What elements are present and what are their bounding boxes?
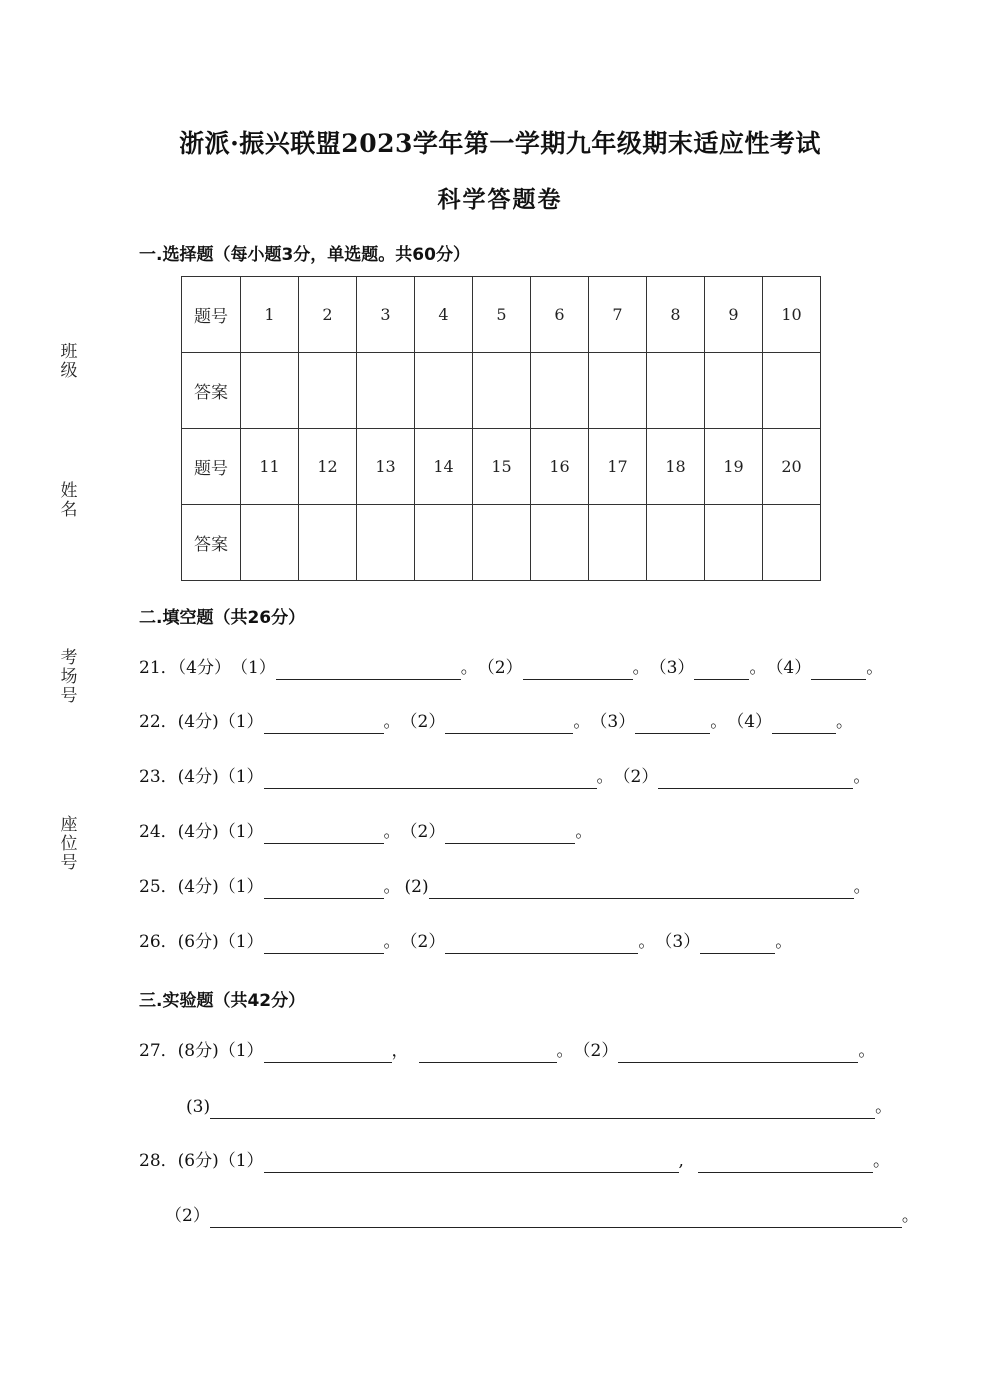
question-number: 22．(4分) — [139, 712, 219, 732]
question-25 — [139, 875, 871, 899]
answer-cell[interactable] — [647, 505, 705, 581]
answer-cell[interactable] — [647, 353, 705, 429]
answer-cell[interactable] — [531, 505, 589, 581]
answer-blank[interactable] — [445, 715, 573, 734]
answer-cell[interactable] — [241, 353, 299, 429]
answer-blank[interactable] — [772, 715, 836, 734]
question-number: 28．(6分) — [139, 1151, 219, 1171]
period: 。 — [638, 932, 656, 952]
period: 。 — [901, 1206, 919, 1226]
answer-cell[interactable] — [705, 505, 763, 581]
part-label: （4） — [727, 712, 773, 732]
answer-sheet-subtitle: 科学答题卷 — [437, 186, 563, 213]
answer-cell[interactable] — [473, 353, 531, 429]
question-28-part-2 — [165, 1204, 919, 1228]
answer-blank[interactable] — [523, 661, 633, 680]
period: 。 — [836, 712, 854, 732]
question-number-header: 题号 — [182, 277, 241, 353]
question-number: 24．(4分) — [139, 822, 219, 842]
table-row — [182, 429, 821, 505]
question-number: 20 — [763, 429, 821, 505]
period: 。 — [383, 932, 401, 952]
part-label: （2） — [400, 712, 446, 732]
period: 。 — [853, 877, 871, 897]
answer-blank[interactable] — [694, 661, 749, 680]
answer-cell[interactable] — [763, 505, 821, 581]
answer-blank[interactable] — [276, 661, 461, 680]
answer-blank[interactable] — [445, 825, 575, 844]
question-number: 25．(4分) — [139, 877, 219, 897]
answer-header: 答案 — [182, 353, 241, 429]
part-label: （2） — [477, 658, 523, 678]
answer-blank[interactable] — [264, 1154, 679, 1173]
period: 。 — [556, 1041, 574, 1061]
part-label: （1） — [230, 658, 276, 678]
comma: , — [678, 1151, 684, 1171]
answer-cell[interactable] — [589, 353, 647, 429]
period: 。 — [853, 767, 871, 787]
choice-answer-table — [181, 276, 821, 581]
class-label: 班级 — [60, 342, 78, 381]
question-24 — [139, 820, 592, 844]
answer-blank[interactable] — [264, 770, 597, 789]
part-label: （1） — [218, 767, 264, 787]
answer-header: 答案 — [182, 505, 241, 581]
part-label: （1） — [218, 822, 264, 842]
question-21 — [139, 656, 883, 680]
question-number: 26．(6分) — [139, 932, 219, 952]
question-number: 6 — [531, 277, 589, 353]
part-label: （2） — [400, 822, 446, 842]
answer-cell[interactable] — [357, 353, 415, 429]
part-label: （4） — [766, 658, 812, 678]
part-label: (2) — [404, 877, 429, 897]
name-label: 姓名 — [60, 481, 78, 520]
answer-blank[interactable] — [419, 1044, 557, 1063]
seat-label: 座位号 — [60, 815, 78, 873]
section-fill-heading: 二.填空题（共26分） — [139, 608, 306, 628]
question-number: 2 — [299, 277, 357, 353]
part-label: （2） — [400, 932, 446, 952]
answer-cell[interactable] — [473, 505, 531, 581]
part-label: （2） — [165, 1206, 210, 1226]
answer-blank[interactable] — [264, 1044, 392, 1063]
answer-cell[interactable] — [705, 353, 763, 429]
answer-blank[interactable] — [698, 1154, 873, 1173]
period: 。 — [775, 932, 793, 952]
question-number: 9 — [705, 277, 763, 353]
part-label: （2） — [613, 767, 659, 787]
question-28 — [139, 1149, 890, 1173]
answer-blank[interactable] — [264, 825, 384, 844]
part-label: （3） — [649, 658, 695, 678]
period: 。 — [875, 1097, 893, 1117]
answer-cell[interactable] — [531, 353, 589, 429]
question-number: 11 — [241, 429, 299, 505]
answer-cell[interactable] — [415, 505, 473, 581]
answer-cell[interactable] — [357, 505, 415, 581]
question-number: 13 — [357, 429, 415, 505]
question-number: 3 — [357, 277, 415, 353]
answer-blank[interactable] — [445, 935, 638, 954]
question-26 — [139, 930, 792, 954]
period: 。 — [872, 1151, 890, 1171]
period: 。 — [460, 658, 478, 678]
question-number: 8 — [647, 277, 705, 353]
answer-cell[interactable] — [763, 353, 821, 429]
section-choice-heading: 一.选择题（每小题3分，单选题。共60分） — [139, 245, 470, 265]
answer-cell[interactable] — [589, 505, 647, 581]
question-number: 17 — [589, 429, 647, 505]
question-number: 16 — [531, 429, 589, 505]
answer-cell[interactable] — [241, 505, 299, 581]
question-number: 4 — [415, 277, 473, 353]
period: 。 — [383, 712, 401, 732]
part-label: （2） — [573, 1041, 619, 1061]
answer-blank[interactable] — [700, 935, 775, 954]
question-27-part-3 — [186, 1095, 892, 1119]
answer-blank[interactable] — [635, 715, 710, 734]
question-number: 7 — [589, 277, 647, 353]
exam-title: 浙派·振兴联盟2023学年第一学期九年级期末适应性考试 — [179, 129, 821, 158]
question-23 — [139, 765, 870, 789]
question-number: 10 — [763, 277, 821, 353]
answer-blank[interactable] — [811, 661, 866, 680]
question-number: 5 — [473, 277, 531, 353]
period: 。 — [383, 822, 401, 842]
question-number: 14 — [415, 429, 473, 505]
part-label: （3） — [655, 932, 701, 952]
answer-blank[interactable] — [429, 880, 854, 899]
period: 。 — [749, 658, 767, 678]
part-label: （3） — [590, 712, 636, 732]
answer-blank[interactable] — [618, 1044, 858, 1063]
table-row — [182, 353, 821, 429]
question-27 — [139, 1039, 875, 1063]
section-experiment-heading: 三.实验题（共42分） — [139, 991, 306, 1011]
question-number: 27．(8分) — [139, 1041, 219, 1061]
table-row — [182, 505, 821, 581]
part-label: （1） — [218, 712, 264, 732]
answer-blank[interactable] — [264, 880, 384, 899]
table-row — [182, 277, 821, 353]
answer-cell[interactable] — [299, 353, 357, 429]
answer-blank[interactable] — [264, 935, 384, 954]
question-number: 12 — [299, 429, 357, 505]
period: 。 — [573, 712, 591, 732]
comma: ， — [391, 1041, 409, 1061]
exam-room-label: 考场号 — [60, 648, 78, 706]
period: 。 — [632, 658, 650, 678]
answer-blank[interactable] — [210, 1100, 875, 1119]
part-label: (3) — [186, 1097, 211, 1117]
part-label: （1） — [218, 1041, 264, 1061]
question-number: 1 — [241, 277, 299, 353]
question-number: 18 — [647, 429, 705, 505]
question-number: 23．(4分) — [139, 767, 219, 787]
period: 。 — [596, 767, 614, 787]
period: 。 — [383, 877, 401, 897]
period: 。 — [710, 712, 728, 732]
question-number: 15 — [473, 429, 531, 505]
question-22 — [139, 710, 853, 734]
part-label: （1） — [218, 877, 264, 897]
answer-cell[interactable] — [299, 505, 357, 581]
part-label: （1） — [218, 932, 264, 952]
period: 。 — [858, 1041, 876, 1061]
part-label: （1） — [218, 1151, 264, 1171]
question-number-header: 题号 — [182, 429, 241, 505]
answer-cell[interactable] — [415, 353, 473, 429]
answer-blank[interactable] — [210, 1209, 902, 1228]
question-number: 19 — [705, 429, 763, 505]
answer-blank[interactable] — [658, 770, 853, 789]
period: 。 — [866, 658, 884, 678]
question-number: 21．（4分） — [139, 658, 231, 678]
answer-blank[interactable] — [264, 715, 384, 734]
period: 。 — [575, 822, 593, 842]
